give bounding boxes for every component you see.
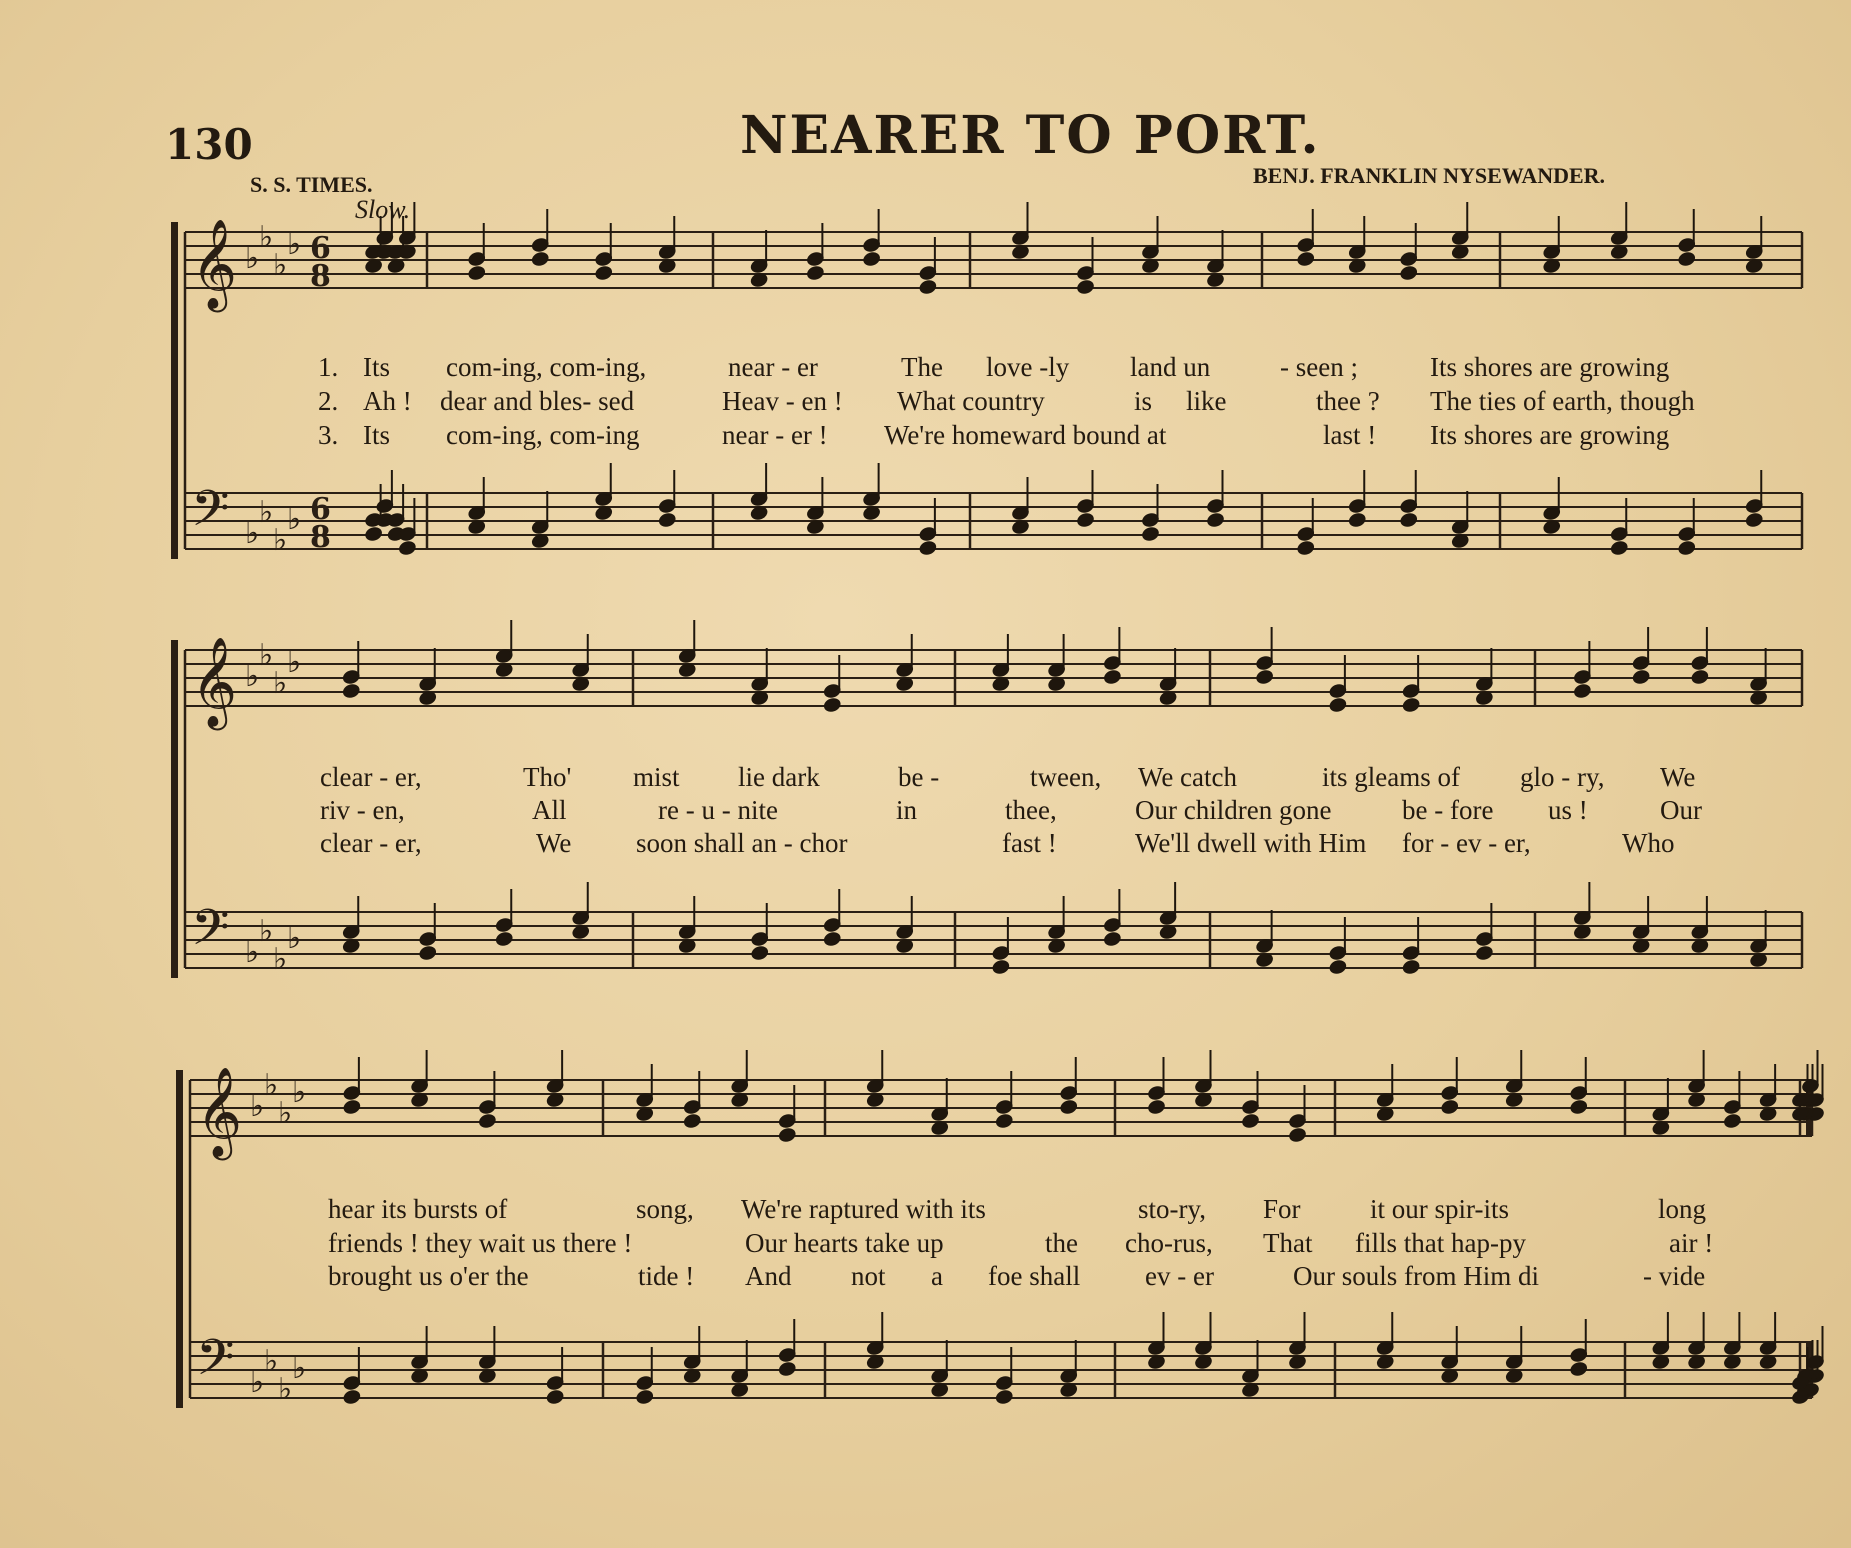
lyric-segment: tween, — [1030, 762, 1102, 792]
lyric-segment: And — [745, 1261, 792, 1291]
verse-number: 2. — [318, 386, 339, 416]
time-signature-bottom: 8 — [310, 520, 331, 555]
flat-sign-icon: ♭ — [245, 516, 260, 551]
lyric-segment: thee ? — [1316, 386, 1380, 416]
lyric-segment: Its shores are growing — [1430, 352, 1670, 382]
lyric-segment: clear - er, — [320, 828, 422, 858]
time-signature-top: 6 — [310, 231, 331, 266]
lyric-segment: cho-rus, — [1125, 1228, 1213, 1258]
notehead — [1677, 251, 1696, 268]
notehead — [823, 697, 842, 714]
lyric-segment: That — [1263, 1228, 1313, 1258]
notehead — [1206, 512, 1225, 529]
lyric-segment: We'll dwell with Him — [1135, 828, 1367, 858]
flat-sign-icon: ♭ — [250, 1089, 265, 1124]
lyric-segment: dear and bles- sed — [440, 386, 635, 416]
notehead — [862, 251, 881, 268]
flat-sign-icon: ♭ — [292, 1351, 307, 1386]
lyric-segment: Tho' — [523, 762, 572, 792]
lyric-segment: for - ev - er, — [1402, 828, 1531, 858]
lyric-segment: All — [532, 795, 567, 825]
notehead — [1745, 512, 1764, 529]
lyric-segment: riv - en, — [320, 795, 405, 825]
lyric-segment: We're raptured with its — [741, 1194, 986, 1224]
treble-clef-icon: 𝄞 — [191, 637, 238, 727]
system-bracket — [171, 222, 178, 559]
notehead — [342, 683, 361, 700]
lyric-segment: We — [536, 828, 572, 858]
flat-sign-icon: ♭ — [264, 1068, 279, 1103]
lyric-segment: last ! — [1323, 420, 1377, 450]
tempo-marking: Slow. — [355, 195, 411, 224]
notehead — [1147, 1099, 1166, 1116]
lyric-segment: lie dark — [738, 762, 820, 792]
notehead — [750, 945, 769, 962]
flat-sign-icon: ♭ — [287, 227, 302, 262]
flat-sign-icon: ♭ — [287, 921, 302, 956]
lyric-segment: re - u - nite — [658, 795, 778, 825]
flat-sign-icon: ♭ — [278, 1096, 293, 1131]
lyric-segment: Its — [363, 420, 390, 450]
flat-sign-icon: ♭ — [287, 645, 302, 680]
lyric-segment: friends ! they wait us there ! — [328, 1228, 633, 1258]
composer-credit: BENJ. FRANKLIN NYSEWANDER. — [1253, 163, 1606, 188]
notehead — [823, 931, 842, 948]
notehead — [1632, 669, 1651, 686]
clefs — [191, 219, 331, 1407]
flat-sign-icon: ♭ — [273, 248, 288, 283]
lyric-segment: is — [1134, 386, 1153, 416]
notehead — [1296, 540, 1315, 557]
lyric-segment: com-ing, com-ing, — [446, 352, 647, 382]
notehead — [467, 265, 486, 282]
lyric-segment: in — [896, 795, 918, 825]
lyric-segment: glo - ry, — [1520, 762, 1605, 792]
lyric-segment: com-ing, com-ing — [446, 420, 640, 450]
system-bracket — [171, 640, 178, 978]
lyric-segment: us ! — [1548, 795, 1588, 825]
lyric-segment: ev - er — [1145, 1261, 1214, 1291]
flat-sign-icon: ♭ — [264, 1344, 279, 1379]
page-number: 130 — [165, 120, 253, 169]
flat-sign-icon: ♭ — [259, 495, 274, 530]
notehead — [1255, 669, 1274, 686]
lyric-segment: - seen ; — [1280, 352, 1358, 382]
hymn-title: NEARER TO PORT. — [740, 105, 1321, 166]
lyric-segment: thee, — [1005, 795, 1057, 825]
notehead — [364, 526, 383, 543]
notehead — [918, 279, 937, 296]
lyric-segment: Our — [1660, 795, 1702, 825]
lyric-segment: Ah ! — [363, 386, 412, 416]
lyric-segment: be - — [898, 762, 940, 792]
lyric-segment: Our hearts take up — [745, 1228, 944, 1258]
notehead — [1690, 669, 1709, 686]
lyric-segment: What country — [897, 386, 1045, 416]
lyric-segment: mist — [633, 762, 680, 792]
treble-clef-icon: 𝄞 — [191, 219, 238, 309]
bass-clef-icon: 𝄢 — [191, 899, 230, 969]
lyric-segment: We — [1660, 762, 1696, 792]
notehead — [1141, 526, 1160, 543]
verse-number: 3. — [318, 420, 339, 450]
notehead — [531, 251, 550, 268]
lyric-source: S. S. TIMES. — [250, 172, 373, 197]
notehead — [1103, 669, 1122, 686]
notehead — [594, 265, 613, 282]
notehead — [1402, 697, 1421, 714]
lyric-segment: its gleams of — [1322, 762, 1460, 792]
lyric-segment: be - fore — [1402, 795, 1494, 825]
lyric-segment: a — [931, 1261, 943, 1291]
notehead — [1348, 512, 1367, 529]
time-signature-bottom: 8 — [310, 259, 331, 294]
lyric-segment: brought us o'er the — [328, 1261, 529, 1291]
notehead — [1328, 697, 1347, 714]
flat-sign-icon: ♭ — [292, 1075, 307, 1110]
bass-clef-icon: 𝄢 — [196, 1329, 235, 1399]
notehead — [1610, 540, 1629, 557]
flat-sign-icon: ♭ — [250, 1365, 265, 1400]
notehead — [1723, 1113, 1742, 1130]
notehead — [995, 1389, 1014, 1406]
flat-sign-icon: ♭ — [273, 523, 288, 558]
verse-number: 1. — [318, 352, 339, 382]
lyric-segment: Heav - en ! — [722, 386, 843, 416]
notehead — [1288, 1127, 1307, 1144]
lyric-segment: air ! — [1669, 1228, 1714, 1258]
lyric-segment: love -ly — [986, 352, 1070, 382]
lyric-segment: not — [851, 1261, 886, 1291]
flat-sign-icon: ♭ — [273, 942, 288, 977]
notehead — [658, 512, 677, 529]
flat-sign-icon: ♭ — [259, 638, 274, 673]
notehead — [1076, 512, 1095, 529]
lyric-segment: - vide — [1643, 1261, 1706, 1291]
notehead — [495, 931, 514, 948]
flat-sign-icon: ♭ — [245, 659, 260, 694]
lyric-segment: For — [1263, 1194, 1301, 1224]
lyric-segment: Our children gone — [1135, 795, 1332, 825]
lyric-segment: land un — [1130, 352, 1211, 382]
notehead — [1569, 1099, 1588, 1116]
system-bracket — [176, 1070, 183, 1408]
lyric-segment: near - er ! — [722, 420, 828, 450]
notehead — [918, 540, 937, 557]
notehead — [1475, 945, 1494, 962]
lyric-segment: like — [1186, 386, 1227, 416]
notehead — [1402, 959, 1421, 976]
lyric-segment: Its shores are growing — [1430, 420, 1670, 450]
flat-sign-icon: ♭ — [259, 220, 274, 255]
lyric-segment: Our souls from Him di — [1293, 1261, 1539, 1291]
lyric-segment: Its — [363, 352, 390, 382]
flat-sign-icon: ♭ — [287, 502, 302, 537]
notehead — [1569, 1361, 1588, 1378]
lyric-segment: tide ! — [638, 1261, 695, 1291]
notehead — [398, 540, 417, 557]
lyric-segment: fills that hap-py — [1355, 1228, 1526, 1258]
lyric-segment: long — [1658, 1194, 1707, 1224]
time-signature-top: 6 — [310, 492, 331, 527]
notehead — [1076, 279, 1095, 296]
lyric-segment: near - er — [728, 352, 818, 382]
notehead — [991, 959, 1010, 976]
lyric-segment: fast ! — [1002, 828, 1057, 858]
notehead — [1328, 959, 1347, 976]
notehead — [546, 1389, 565, 1406]
flat-sign-icon: ♭ — [278, 1372, 293, 1407]
notehead — [418, 945, 437, 962]
notehead — [1059, 1099, 1078, 1116]
lyric-segment: The — [901, 352, 943, 382]
notehead — [1296, 251, 1315, 268]
flat-sign-icon: ♭ — [273, 666, 288, 701]
notehead — [1103, 931, 1122, 948]
notehead — [1573, 683, 1592, 700]
lyric-segment: foe shall — [988, 1261, 1081, 1291]
notehead — [1399, 265, 1418, 282]
lyric-segment: We catch — [1138, 762, 1238, 792]
lyric-segment: it our spir-its — [1370, 1194, 1509, 1224]
lyric-segment: Who — [1622, 828, 1675, 858]
notehead — [683, 1113, 702, 1130]
notehead — [778, 1361, 797, 1378]
treble-clef-icon: 𝄞 — [196, 1067, 243, 1157]
notehead — [342, 1099, 361, 1116]
flat-sign-icon: ♭ — [245, 935, 260, 970]
notehead — [478, 1113, 497, 1130]
flat-sign-icon: ♭ — [245, 241, 260, 276]
lyric-segment: The ties of earth, though — [1430, 386, 1695, 416]
lyric-segment: the — [1045, 1228, 1078, 1258]
notehead — [806, 265, 825, 282]
notehead — [995, 1113, 1014, 1130]
notehead — [1440, 1099, 1459, 1116]
lyric-segment: sto-ry, — [1138, 1194, 1206, 1224]
lyric-segment: soon shall an - chor — [636, 828, 848, 858]
notehead — [342, 1389, 361, 1406]
lyric-segment: hear its bursts of — [328, 1194, 508, 1224]
notehead — [1677, 540, 1696, 557]
notehead — [1241, 1113, 1260, 1130]
notehead — [635, 1389, 654, 1406]
lyric-segment: clear - er, — [320, 762, 422, 792]
notehead — [778, 1127, 797, 1144]
flat-sign-icon: ♭ — [259, 914, 274, 949]
bass-clef-icon: 𝄢 — [191, 480, 230, 550]
lyric-segment: We're homeward bound at — [884, 420, 1167, 450]
lyric-segment: song, — [636, 1194, 694, 1224]
notehead — [1399, 512, 1418, 529]
